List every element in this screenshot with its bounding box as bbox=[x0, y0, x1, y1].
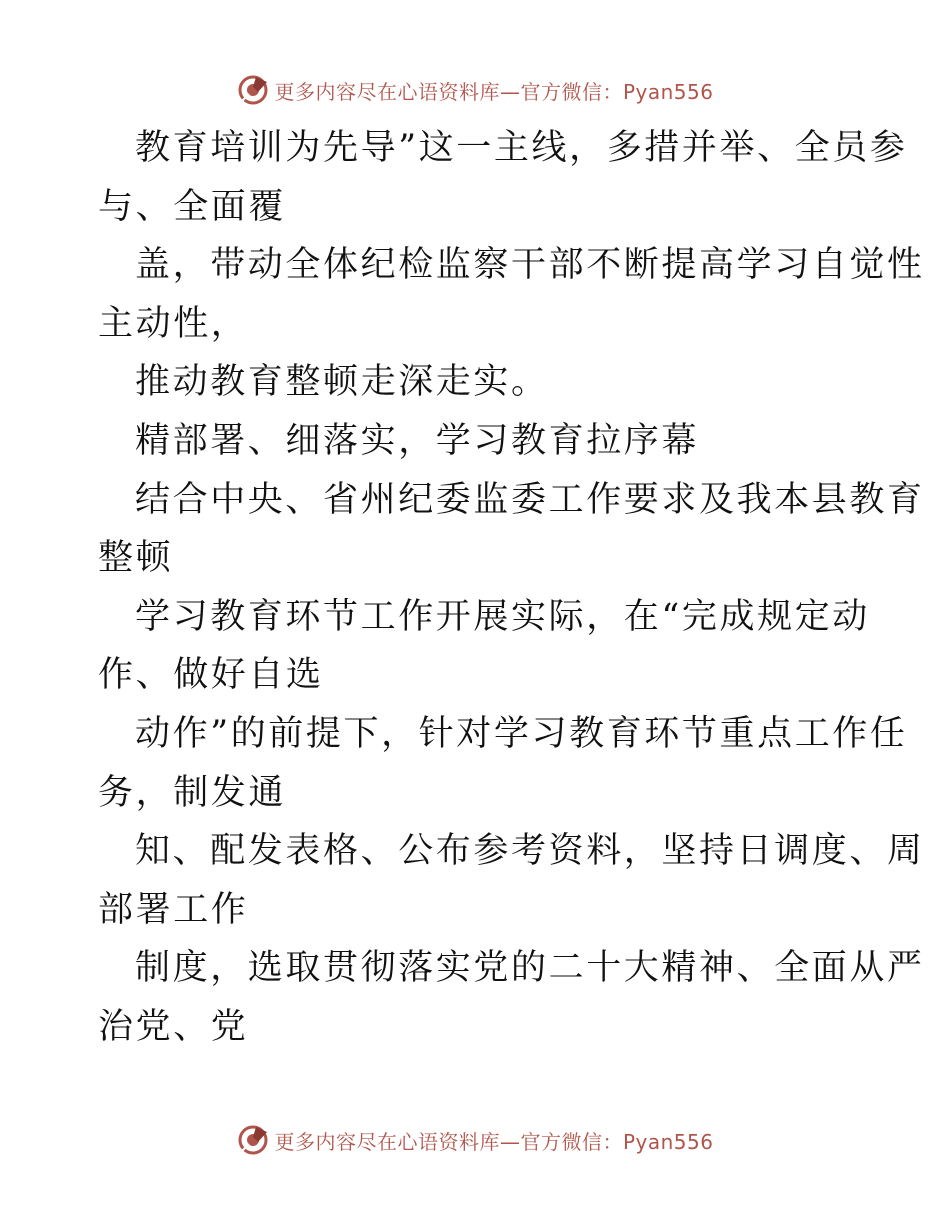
text-line: 制度，选取贯彻落实党的二十大精神、全面从严 bbox=[135, 948, 925, 989]
text-line: 推动教育整顿走深走实。 bbox=[135, 362, 549, 403]
text-line: 精部署、细落实，学习教育拉序幕 bbox=[135, 420, 700, 461]
text-line: 治党、党 bbox=[98, 1006, 249, 1047]
text-line: 与、全面覆 bbox=[98, 186, 287, 227]
text-line: 盖，带动全体纪检监察干部不断提高学习自觉性 bbox=[135, 245, 925, 286]
text-line: 部署工作 bbox=[98, 889, 249, 930]
text-line: 务，制发通 bbox=[98, 772, 287, 813]
pen-circle-logo-icon bbox=[236, 73, 270, 107]
pen-circle-logo-icon bbox=[236, 1123, 270, 1157]
header-watermark bbox=[0, 70, 950, 110]
text-line: 动作”的前提下，针对学习教育环节重点工作任 bbox=[135, 713, 908, 754]
text-line: 教育培训为先导”这一主线，多措并举、全员参 bbox=[135, 128, 908, 168]
footer-watermark bbox=[0, 1120, 950, 1160]
text-line: 知、配发表格、公布参考资料，坚持日调度、周 bbox=[135, 831, 925, 872]
header-watermark-text: 更多内容尽在心语资料库—官方微信：Pyan556 bbox=[274, 79, 714, 104]
text-line: 主动性， bbox=[98, 303, 249, 344]
text-line: 整顿 bbox=[98, 538, 174, 579]
footer-watermark-text: 更多内容尽在心语资料库—官方微信：Pyan556 bbox=[274, 1129, 714, 1154]
text-line: 结合中央、省州纪委监委工作要求及我本县教育 bbox=[135, 479, 925, 520]
text-line: 学习教育环节工作开展实际，在“完成规定动 bbox=[135, 596, 870, 637]
text-line: 作、做好自选 bbox=[98, 655, 324, 696]
document-body bbox=[98, 119, 925, 1057]
